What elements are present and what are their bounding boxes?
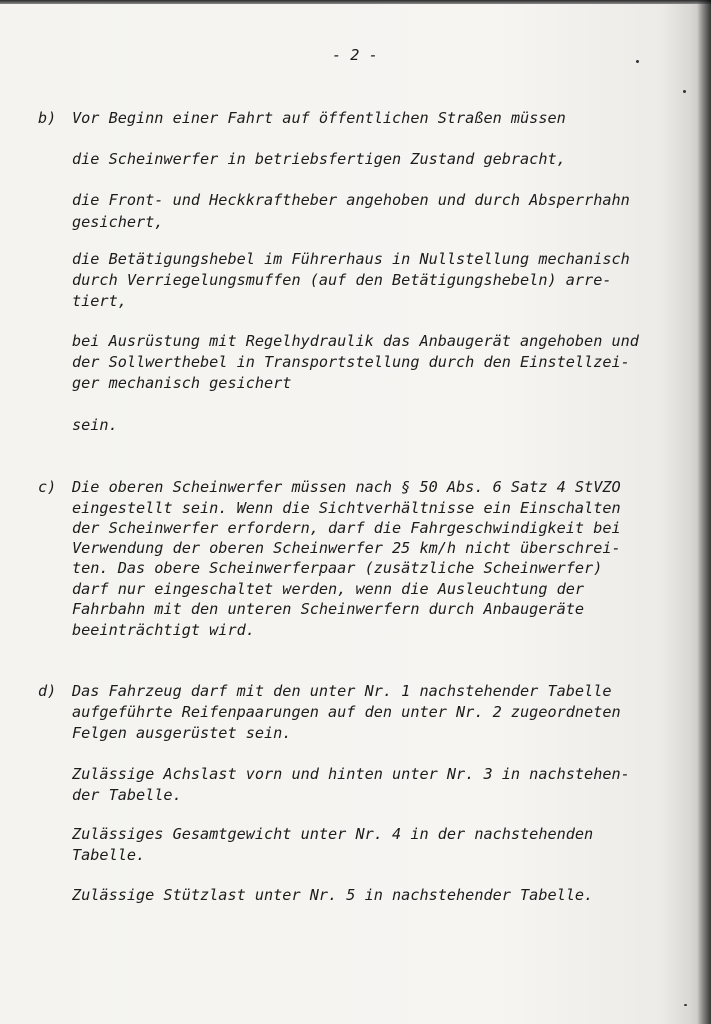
- section-d-line: Zulässige Achslast vorn und hinten unter Nr. 3 in nachstehen-: [72, 765, 630, 783]
- section-b-line: der Sollwerthebel in Transportstellung durch den Einstellzei-: [72, 353, 630, 371]
- section-b-line: die Front- und Heckkraftheber angehoben und durch Absperrhahn: [72, 191, 630, 209]
- section-d-line: Zulässige Stützlast unter Nr. 5 in nachstehender Tabelle.: [72, 886, 594, 904]
- section-marker-c: c): [38, 478, 57, 496]
- section-d-line: Tabelle.: [72, 846, 146, 864]
- section-d-line: Das Fahrzeug darf mit den unter Nr. 1 nachstehender Tabelle: [72, 682, 612, 700]
- section-c-line: darf nur eingeschaltet werden, wenn die Ausleuchtung der: [72, 580, 585, 598]
- scan-speck: [684, 1004, 687, 1006]
- section-c-line: beeinträchtigt wird.: [72, 621, 255, 639]
- section-marker-d: d): [38, 682, 57, 700]
- section-b-line: sein.: [72, 416, 118, 434]
- section-b-line: gesichert,: [72, 213, 164, 231]
- section-d-line: Felgen ausgerüstet sein.: [72, 724, 292, 742]
- section-d-line: der Tabelle.: [72, 786, 182, 804]
- section-b-line: die Scheinwerfer in betriebsfertigen Zustand gebracht,: [72, 150, 566, 168]
- section-c-line: Verwendung der oberen Scheinwerfer 25 km/h nicht überschrei-: [72, 539, 621, 557]
- section-b-line: durch Verriegelungsmuffen (auf den Betätigungshebeln) arre-: [72, 271, 612, 289]
- section-c-line: ten. Das obere Scheinwerferpaar (zusätzliche Scheinwerfer): [72, 559, 603, 577]
- section-b-line: tiert,: [72, 292, 127, 310]
- scan-top-edge: [0, 0, 711, 4]
- section-b-line: die Betätigungshebel im Führerhaus in Nullstellung mechanisch: [72, 250, 630, 268]
- section-c-line: Fahrbahn mit den unteren Scheinwerfern durch Anbaugeräte: [72, 600, 585, 618]
- section-c-line: der Scheinwerfer erfordern, darf die Fahrgeschwindigkeit bei: [72, 519, 621, 537]
- section-d-line: Zulässiges Gesamtgewicht unter Nr. 4 in der nachstehenden: [72, 825, 594, 843]
- page-number: - 2 -: [332, 46, 378, 64]
- scan-binding-shadow: [697, 0, 711, 1024]
- section-b-line: bei Ausrüstung mit Regelhydraulik das Anbaugerät angehoben und: [72, 332, 639, 350]
- section-marker-b: b): [38, 109, 57, 127]
- section-d-line: aufgeführte Reifenpaarungen auf den unter Nr. 2 zugeordneten: [72, 703, 621, 721]
- scan-speck: [683, 90, 686, 93]
- section-c-line: eingestellt sein. Wenn die Sichtverhältnisse ein Einschalten: [72, 499, 621, 517]
- section-b-line: ger mechanisch gesichert: [72, 374, 292, 392]
- section-b-line: Vor Beginn einer Fahrt auf öffentlichen Straßen müssen: [72, 109, 566, 127]
- section-c-line: Die oberen Scheinwerfer müssen nach § 50 Abs. 6 Satz 4 StVZO: [72, 478, 621, 496]
- scan-speck: [636, 60, 639, 63]
